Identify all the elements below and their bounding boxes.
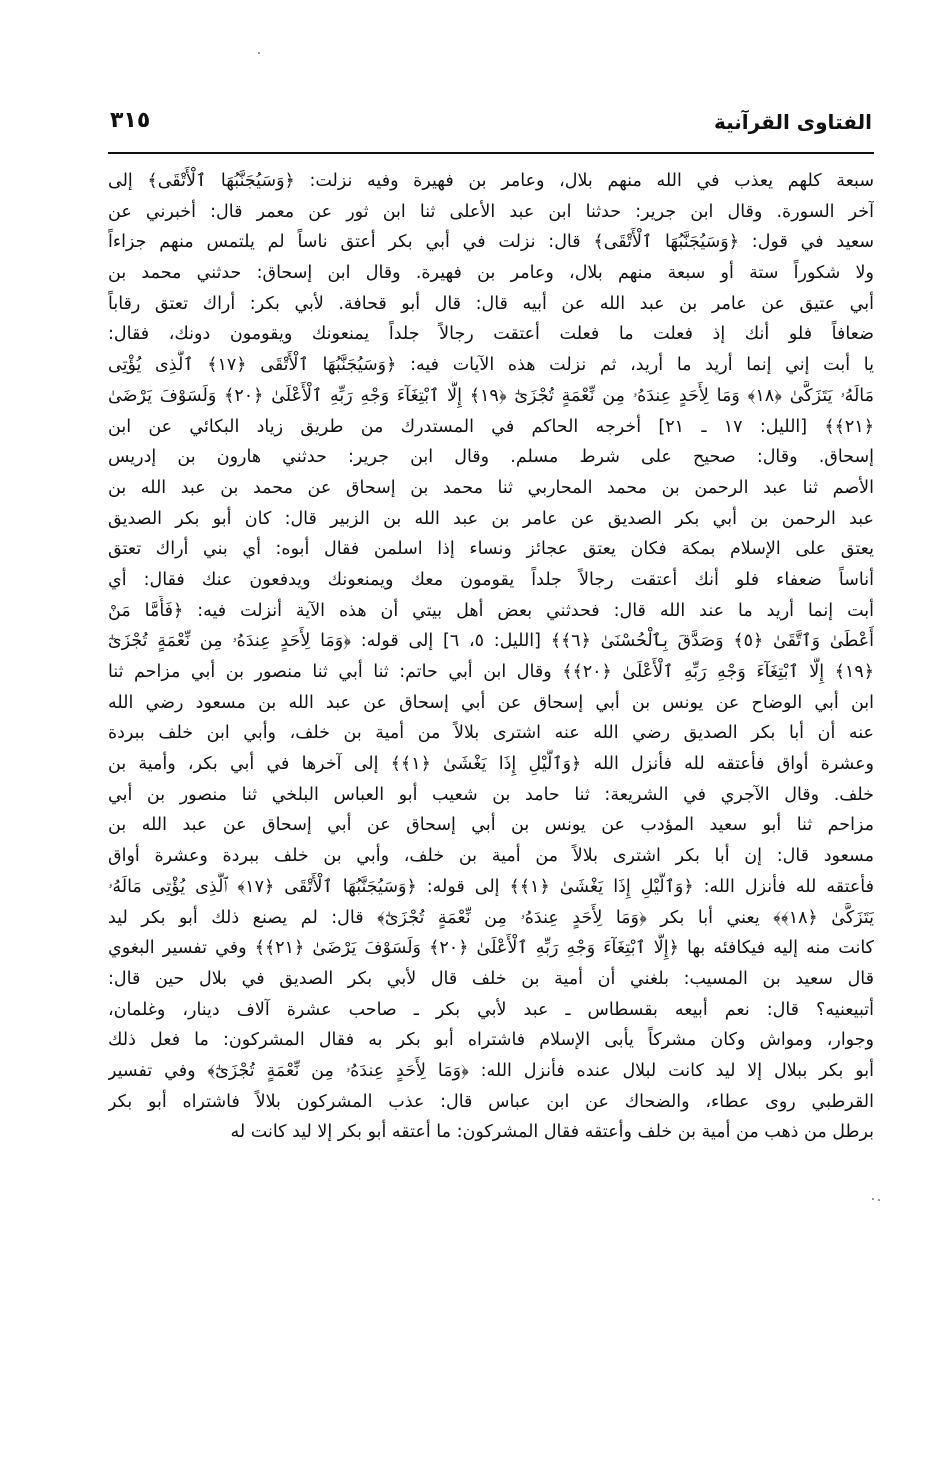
text-line: القرطبي روى عطاء، والضحاك عن ابن عباس قال: عذب المشركون بلالاً فاشتراه أبو بكر [108,1091,874,1112]
text-line: ولا شكوراً ستة أو سبعة منهم بلال، وعامر بن فهيرة. وقال ابن إسحاق: حدثني محمد بن [108,263,874,284]
text-line: سعيد في قول: ﴿وَسَيُجَنَّبُهَا ٱلْأَتْقَى﴾ قال: نزلت في أبي بكر أعتق ناساً لم يلتمس منهم جزاءاً [108,232,874,253]
text-line: مسعود قال: إن أبا بكر اشترى بلالاً من أمية بن خلف، وأبي بن خلف ببردة وعشرة أواق [108,846,874,867]
text-line: إسحاق. وقال: صحيح على شرط مسلم. وقال ابن جرير: حدثني هارون بن إدريس [108,447,874,468]
text-line: عنه أن أبا بكر الصديق رضي الله عنه اشترى بلالاً من أمية بن خلف، وأبي ابن خلف ببردة [108,723,874,744]
text-line: أناساً ضعفاء فلو أنك أعتقت رجالاً جلداً يقومون معك ويمنعونك ويدفعون عنك فقال: أي [108,569,874,590]
text-line: وعشرة أواق فأعتقه لله فأنزل الله ﴿وَٱلَّيْلِ إِذَا يَغْشَىٰ ﴿١﴾﴾ إلى آخرها في أبي بكر، وأمية بن [108,754,874,775]
text-line: عبد الرحمن بن أبي بكر الصديق عن عامر بن عبد الله بن الزبير قال: كان أبو بكر الصديق [108,508,874,529]
text-line: مَالَهُۥ يَتَزَكَّىٰ ﴿١٨﴾ وَمَا لِأَحَدٍ عِندَهُۥ مِن نِّعْمَةٍ تُجْزَىٰٓ ﴿١٩﴾ إِلَّا ٱبْتِغَآءَ وَجْهِ رَبِّهِ ٱلْأَعْلَىٰ ﴿٢٠﴾ وَلَسَوْفَ يَرْضَىٰ [108,385,874,406]
text-line: أَعْطَىٰ وَٱتَّقَىٰ ﴿٥﴾ وَصَدَّقَ بِٱلْحُسْنَىٰ ﴿٦﴾﴾ [الليل: ٥، ٦] إلى قوله: ﴿وَمَا لِأَحَدٍ عِندَهُۥ مِن نِّعْمَةٍ تُجْزَىٰٓ [108,631,874,652]
text-line: خلف. وقال الآجري في الشريعة: ثنا حامد بن شعيب أبو العباس البلخي ثنا منصور بن أبي [108,784,874,805]
text-line: أبو بكر ببلال إلا ليد كانت لبلال عنده فأنزل الله: ﴿وَمَا لِأَحَدٍ عِندَهُۥ مِن نِّعْمَةٍ تُجْزَىٰٓ﴾ وفي تفسير [108,1060,874,1081]
text-line: ضعافاً فلو أنك إذ فعلت ما فعلت أعتقت رجالاً جلداً يمنعونك ويقومون دونك، فقال: [108,324,874,345]
text-line: كانت منه إليه فيكافئه بها ﴿إِلَّا ٱبْتِغَآءَ وَجْهِ رَبِّهِ ٱلْأَعْلَىٰ ﴿٢٠﴾ وَلَسَوْفَ يَرْضَىٰ ﴿٢١﴾﴾ وفي تفسير البغوي [108,938,874,959]
text-line: مزاحم ثنا أبو سعيد المؤدب عن يونس بن أبي إسحاق عن أبي إسحاق عن عبد الله بن [108,815,874,836]
running-head [110,106,872,146]
text-line: ﴿٢١﴾﴾ [الليل: ١٧ ـ ٢١] أخرجه الحاكم في المستدرك من طريق زياد البكائي عن ابن [108,416,874,437]
text-line: الأصم ثنا عبد الرحمن بن محمد المحاربي ثنا محمد بن إسحاق عن محمد بن عبد الله بن [108,477,874,498]
text-line: أبت إنما أريد ما عند الله قال: فحدثني بعض أهل بيتي أن هذه الآية أنزلت فيه: ﴿فَأَمَّا مَنْ [108,600,874,621]
scan-speck [872,1198,874,1200]
text-line: يعتق على الإسلام بمكة فكان يعتق عجائز ونساء إذا اسلمن فقال أبوه: أي بني أراك تعتق [108,539,874,560]
text-line: سبعة كلهم يعذب في الله منهم بلال، وعامر بن فهيرة وفيه نزلت: ﴿وَسَيُجَنَّبُهَا ٱلْأَتْقَى﴾ إلى [108,171,874,191]
text-line: ﴿١٩﴾ إِلَّا ٱبْتِغَآءَ وَجْهِ رَبِّهِ ٱلْأَعْلَىٰ ﴿٢٠﴾﴾ وقال ابن أبي حاتم: ثنا أبي ثنا منصور بن أبي مزاحم ثنا [108,662,874,682]
page-number: ٣١٥ [110,108,151,133]
text-line: قال سعيد بن المسيب: بلغني أن أمية بن خلف قال لأبي بكر الصديق في بلال حين قال: [108,968,874,989]
text-line: أبي عتيق عن عامر بن عبد الله عن أبيه قال: قال أبو قحافة. لأبي بكر: أراك تعتق رقاباً [108,293,874,314]
text-line: يا أبت إني إنما أريد ما أريد، ثم نزلت هذه الآيات فيه: ﴿وَسَيُجَنَّبُهَا ٱلْأَتْقَى ﴿١٧﴾ ٱلَّذِى يُؤْتِى [108,355,874,376]
header-divider [108,152,874,154]
text-line: فأعتقه لله فأنزل الله: ﴿وَٱلَّيْلِ إِذَا يَغْشَىٰ ﴿١﴾﴾ إلى قوله: ﴿وَسَيُجَنَّبُهَا ٱلْأَتْقَى ﴿١٧﴾ ٱلَّذِى يُؤْتِى مَالَهُۥ [108,876,874,897]
body-text [108,166,874,1148]
text-line: وجوار، ومواش وكان مشركاً يأبى الإسلام فاشتراه أبو بكر به فقال المشركون: ما فعل ذلك [108,1030,874,1051]
text-line: ابن أبي الوضاح عن يونس بن أبي إسحاق عن أبي إسحاق عن عبد الله بن مسعود رضي الله [108,692,874,713]
text-line: يَتَزَكَّىٰ ﴿١٨﴾﴾ يعني أبا بكر ﴿وَمَا لِأَحَدٍ عِندَهُۥ مِن نِّعْمَةٍ تُجْزَىٰٓ﴾ قال: لم يصنع ذلك أبو بكر ليد [108,907,874,928]
text-line: آخر السورة. وقال ابن جرير: حدثنا ابن عبد الأعلى ثنا ابن ثور عن معمر قال: أخبرني عن [108,201,874,222]
scan-speck [878,1199,880,1201]
text-line: أتبيعنيه؟ قال: نعم أبيعه بقسطاس ـ عبد لأبي بكر ـ صاحب عشرة آلاف دينار، وغلمان، [108,999,874,1020]
scan-speck [258,52,260,54]
text-line: برطل من ذهب من أمية بن خلف وأعتقه فقال المشركون: ما أعتقه أبو بكر إلا ليد كانت له [230,1122,874,1143]
book-title: الفتاوى القرآنية [713,110,872,134]
